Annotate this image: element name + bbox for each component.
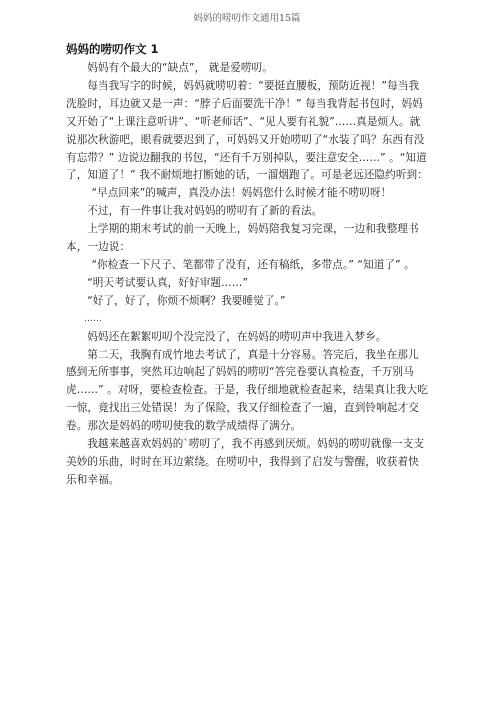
paragraph-10: 第二天，我胸有成竹地去考试了，真是十分容易。答完后，我坐在那儿感到无所事事，突然耳边响起了妈妈的唠叨“答完卷要认真检查，千万别马虎……” 。对呀，要检查检查。于是，我仔细地就检查起来，结果真让我大吃一惊，竟找出三处错误！为了保险，我又仔细检查了一遍，直到铃响起才交卷。那次是妈妈的唠叨使我的数学成绩得了满分。 <box>66 348 428 433</box>
paragraph-3: “早点回来”的喊声，真没办法！妈妈您什么时候才能不唠叨呀！ <box>91 187 392 200</box>
paragraph-4: 不过，有一件事让我对妈妈的唠叨有了新的看法。 <box>87 205 323 218</box>
paragraph-7: “明天考试要认真，好好审题……” <box>87 276 249 289</box>
paragraph-6: “你检查一下尺子、笔都带了没有，还有稿纸，多带点。” “知道了” 。 <box>91 258 415 271</box>
paragraph-8: “好了，好了，你烦不烦啊？我要睡觉了。” <box>87 294 286 307</box>
ellipsis-separator: …… <box>84 313 102 324</box>
paragraph-2: 每当我写字的时候，妈妈就唠叨着：“要挺直腰板，预防近视！”每当我洗脸时，耳边就又是一声：“脖子后面要洗干净！” 每当我背起书包时，妈妈又开始了“上课注意听讲”、“听老师话”、“见人要有礼貌”……真是烦人。就说那次秋游吧，眼看就要迟到了，可妈妈又开始唠叨了“水装了吗？东西有没有忘带？” 边说边翻我的书包，“还有千万别掉队，要注意安全……” 。“知道了，知道了！” 我不耐烦地打断她的话，一溜烟跑了。可是老远还隐约听到： <box>66 79 428 182</box>
article-heading: 妈妈的唠叨作文 1 <box>66 42 159 56</box>
paragraph-1: 妈妈有个最大的“缺点”， 就是爱唠叨。 <box>87 62 273 74</box>
paragraph-11: 我越来越喜欢妈妈的`唠叨了，我不再感到厌烦。妈妈的唠叨就像一支支美妙的乐曲，时时在耳边萦绕。在唠叨中，我得到了启发与警醒，收获着快乐和幸福。 <box>66 438 425 486</box>
paragraph-5: 上学期的期末考试的前一天晚上，妈妈陪我复习完课，一边和我整理书本，一边说： <box>66 223 419 254</box>
paragraph-9: 妈妈还在絮絮叨叨个没完没了，在妈妈的唠叨声中我进入梦乡。 <box>87 330 387 343</box>
document-header-title: 妈妈的唠叨作文通用15篇 <box>193 13 301 24</box>
